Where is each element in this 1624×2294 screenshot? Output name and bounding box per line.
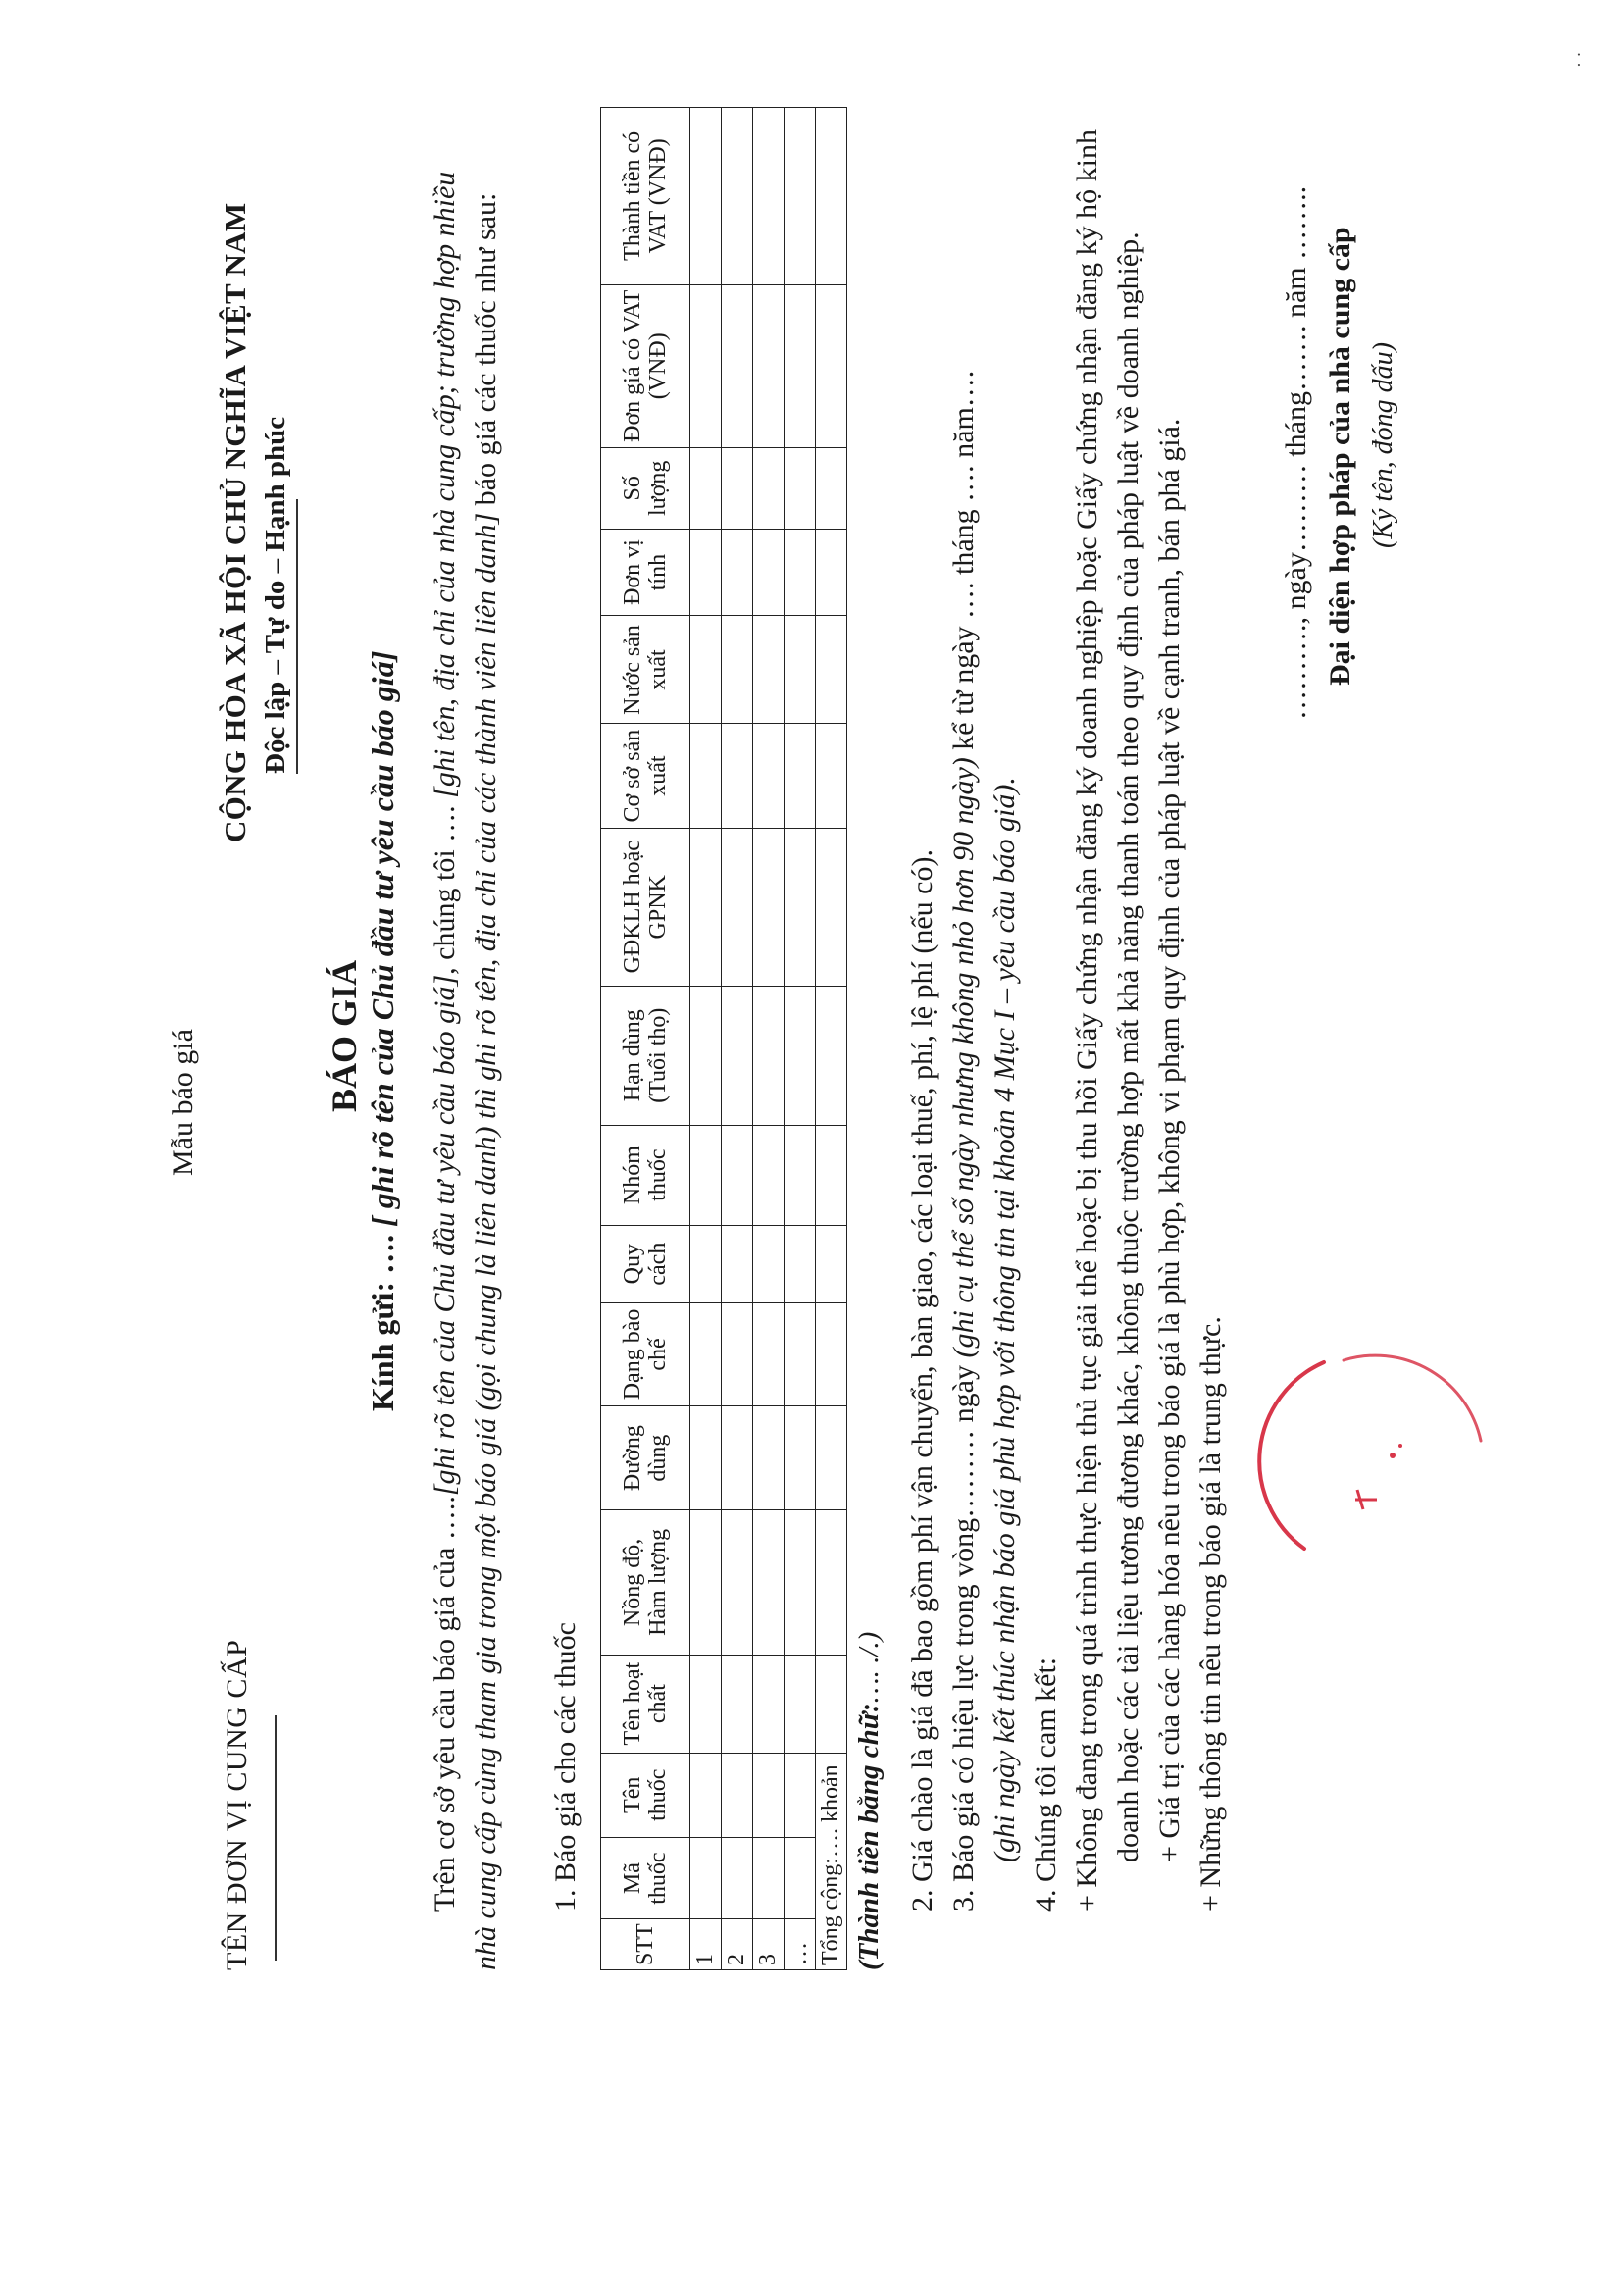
red-seal-stamp [1245, 1333, 1500, 1588]
table-cell [722, 1753, 753, 1837]
table-cell [785, 1406, 816, 1510]
intro-text-1: Trên cơ sở yêu cầu báo giá của ….. [429, 1496, 461, 1912]
table-cell [785, 1302, 816, 1405]
table-cell [785, 1655, 816, 1753]
table-cell [690, 1510, 722, 1656]
table-cell [722, 1225, 753, 1302]
table-header-cell: STT [601, 1919, 690, 1970]
table-cell [722, 1655, 753, 1753]
table-header-cell: Đơn vị tính [601, 529, 690, 616]
table-cell [816, 828, 847, 986]
table-cell [785, 284, 816, 447]
form-caption: Mẫu báo giá [167, 1029, 199, 1176]
table-cell [753, 828, 785, 986]
table-header-cell: Nhóm thuốc [601, 1125, 690, 1225]
table-cell [722, 108, 753, 285]
table-cell [722, 1406, 753, 1510]
table-cell [690, 1837, 722, 1918]
table-cell [753, 284, 785, 447]
table-cell [785, 1125, 816, 1225]
table-cell [753, 1837, 785, 1918]
table-row [722, 108, 753, 1970]
term-item-3-detail-text: (ghi ngày kết thúc nhận báo giá phù hợp với thông tin tại khoản 4 Mục I – yêu cầu báo giá). [989, 777, 1021, 1862]
supplier-underline [275, 1715, 277, 1961]
table-header-cell: GĐKLH hoặc GPNK [601, 828, 690, 986]
table-cell [722, 828, 753, 986]
table-cell [753, 1302, 785, 1405]
table-cell [753, 986, 785, 1125]
table-cell [690, 1655, 722, 1753]
signer-title: Đại diện hợp pháp của nhà cung cấp [1324, 227, 1356, 686]
table-header-cell: Nước sản xuất [601, 616, 690, 724]
table-cell [753, 724, 785, 828]
table-header-cell: Tên hoạt chất [601, 1655, 690, 1753]
table-cell [722, 529, 753, 616]
table-cell [753, 1753, 785, 1837]
amount-in-words [853, 1632, 886, 1970]
table-cell [753, 529, 785, 616]
commitment-1: + Không đang trong quá trình thực hiện thủ tục giải thể hoặc bị thu hồi Giấy chứng nhận đăng ký doanh nghiệp hoặc Giấy chứng nhận đăng ký hộ kinh doanh hoặc các tài liệu tương đương khác, không thuộc trường hợp mất khả năng thanh toán theo quy định của pháp luật về doanh nghiệp. [1071, 129, 1144, 1912]
table-cell [753, 1510, 785, 1656]
table-cell [753, 1406, 785, 1510]
table-cell [816, 1406, 847, 1510]
motto-underline [296, 499, 298, 774]
document-title: BÁO GIÁ [325, 959, 364, 1112]
table-cell [816, 1510, 847, 1656]
table-header-cell: Dạng bào chế [601, 1302, 690, 1405]
table-cell [816, 447, 847, 529]
table-cell [690, 1753, 722, 1837]
table-header-cell: Cơ sở sản xuất [601, 724, 690, 828]
table-cell [722, 724, 753, 828]
table-header-cell: Đường dùng [601, 1406, 690, 1510]
table-cell [753, 108, 785, 285]
row-number-cell: 2 [722, 1919, 753, 1970]
table-row [690, 108, 722, 1970]
table-cell [785, 1837, 816, 1918]
table-cell [690, 1125, 722, 1225]
table-header-cell: Thành tiền có VAT (VNĐ) [601, 108, 690, 285]
intro-text-2: , chúng tôi …. [429, 797, 461, 975]
terms-list [902, 107, 1232, 1970]
table-cell [722, 1510, 753, 1656]
table-cell [816, 1125, 847, 1225]
national-motto: Độc lập – Tự do – Hạnh phúc [260, 416, 291, 774]
table-cell [785, 724, 816, 828]
table-cell [690, 1225, 722, 1302]
price-quote-table [600, 107, 847, 1970]
table-cell [785, 447, 816, 529]
recipient-prefix: Kính gửi: …. [365, 1226, 400, 1411]
table-header-cell: Nồng độ, Hàm lượng [601, 1510, 690, 1656]
table-total-label: Tổng cộng:…. khoản [816, 1753, 847, 1969]
table-cell [816, 616, 847, 724]
table-total-row [816, 108, 847, 1970]
table-cell [722, 1837, 753, 1918]
table-cell [753, 616, 785, 724]
table-cell [690, 447, 722, 529]
table-cell [753, 1125, 785, 1225]
term-item-2: 2. Giá chào là giá đã bao gồm phí vận chuyển, bàn giao, các loại thuế, phí, lệ phí (nếu có). [906, 849, 939, 1912]
table-cell [722, 1302, 753, 1405]
table-cell [785, 828, 816, 986]
term-item-3 [943, 107, 985, 1970]
term-item-3-note: (ghi cụ thể số ngày nhưng không nhỏ hơn 90 ngày) [947, 757, 980, 1358]
table-cell [816, 1302, 847, 1405]
table-cell [753, 447, 785, 529]
term-item-3-detail [985, 107, 1026, 1970]
scan-specks: · · [1569, 51, 1589, 68]
row-number-cell: 1 [690, 1919, 722, 1970]
table-cell [785, 986, 816, 1125]
table-row [753, 108, 785, 1970]
table-cell [785, 529, 816, 616]
table-cell [690, 986, 722, 1125]
table-cell [690, 724, 722, 828]
term-item-3-date: kể từ ngày …. tháng …. năm…. [947, 370, 980, 758]
row-number-cell: … [785, 1919, 816, 1970]
table-cell [722, 616, 753, 724]
table-cell [785, 108, 816, 285]
table-header-cell: Hạn dùng (Tuổi thọ) [601, 986, 690, 1125]
table-cell [690, 1406, 722, 1510]
table-cell [690, 616, 722, 724]
intro-placeholder-2: [ghi tên, địa chỉ của nhà cung cấp; trường hợp nhiều nhà cung cấp cùng tham gia trong một báo giá (gọi chung là liên danh) thì ghi rõ tên, địa chỉ của các thành viên liên danh] [429, 171, 502, 1970]
commitment-2: + Giá trị của các hàng hóa nêu trong báo giá là phù hợp, không vi phạm quy định của pháp luật về cạnh tranh, bán phá giá. [1153, 418, 1186, 1862]
table-cell [690, 108, 722, 285]
table-cell [722, 284, 753, 447]
item-1-heading: 1. Báo giá cho các thuốc [549, 1622, 582, 1912]
signature-date-line: ………., ngày……… tháng……. năm …….. [1280, 185, 1312, 720]
table-cell [785, 616, 816, 724]
table-cell [690, 284, 722, 447]
term-item-3-text: 3. Báo giá có hiệu lực trong vòng……… ngày [947, 1357, 980, 1912]
recipient-line [365, 651, 401, 1411]
table-cell [816, 724, 847, 828]
signature-note: (Ký tên, đóng dấu) [1368, 342, 1398, 548]
supplier-unit-heading: TÊN ĐƠN VỊ CUNG CẤP [221, 1639, 253, 1970]
national-heading: CỘNG HÒA XÃ HỘI CHỦ NGHĨA VIỆT NAM [218, 202, 252, 842]
recipient-placeholder: [ ghi rõ tên của Chủ đầu tư yêu cầu báo giá] [365, 650, 400, 1227]
table-cell [816, 1655, 847, 1753]
table-cell [753, 1655, 785, 1753]
intro-placeholder-1: [ghi rõ tên của Chủ đầu tư yêu cầu báo giá] [429, 974, 461, 1497]
table-header-cell: Đơn giá có VAT (VNĐ) [601, 284, 690, 447]
table-cell [753, 1225, 785, 1302]
table-cell [690, 828, 722, 986]
table-cell [785, 1753, 816, 1837]
table-cell [816, 986, 847, 1125]
table-header-cell: Mã thuốc [601, 1837, 690, 1918]
table-cell [690, 1302, 722, 1405]
table-cell [816, 108, 847, 285]
table-cell [816, 1225, 847, 1302]
row-number-cell: 3 [753, 1919, 785, 1970]
table-cell [722, 1125, 753, 1225]
intro-text-3: báo giá các thuốc như sau: [470, 192, 502, 513]
table-row [785, 108, 816, 1970]
table-cell [785, 1510, 816, 1656]
commitment-3: + Những thông tin nêu trong báo giá là trung thực. [1194, 1316, 1227, 1912]
table-cell [722, 986, 753, 1125]
table-cell [785, 1225, 816, 1302]
table-cell [690, 529, 722, 616]
table-header-row [601, 108, 690, 1970]
table-cell [816, 529, 847, 616]
table-cell [722, 447, 753, 529]
table-body [690, 108, 847, 1970]
term-item-4: 4. Chúng tôi cam kết: [1030, 1657, 1062, 1912]
table-header-cell: Số lượng [601, 447, 690, 529]
amount-in-words-label: (Thành tiền bằng chữ: [853, 1703, 885, 1970]
table-cell [816, 284, 847, 447]
table-header-cell: Tên thuốc [601, 1753, 690, 1837]
table-header-cell: Quy cách [601, 1225, 690, 1302]
amount-in-words-tail: …. ./.) [853, 1631, 885, 1704]
intro-paragraph [425, 127, 507, 1970]
